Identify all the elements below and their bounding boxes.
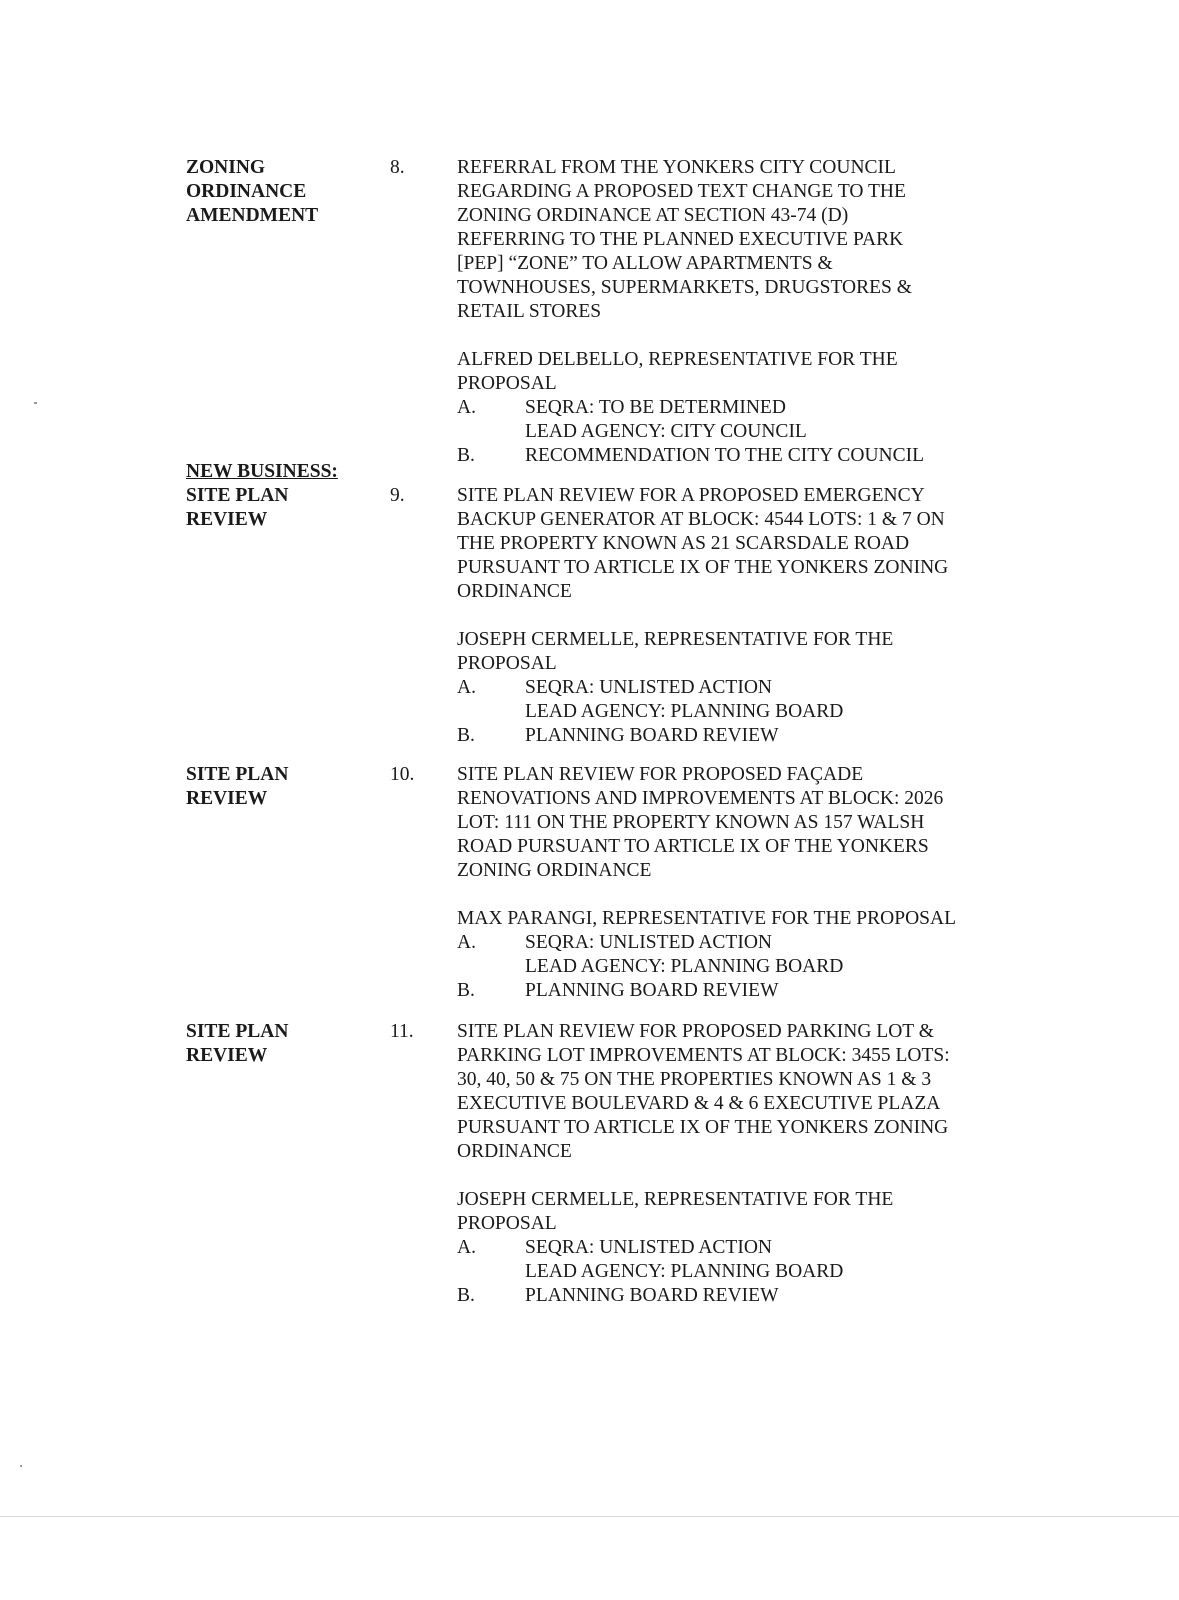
item-number: 11. xyxy=(390,1021,414,1042)
item-description xyxy=(457,1020,1017,1164)
sub-item-line: PLANNING BOARD REVIEW xyxy=(525,725,779,746)
scan-edge-line xyxy=(0,1516,1179,1517)
item-description xyxy=(457,763,1017,883)
description-line: SITE PLAN REVIEW FOR PROPOSED FAÇADE xyxy=(457,764,864,785)
representative-line: PROPOSAL xyxy=(457,653,557,674)
sub-item-line: LEAD AGENCY: PLANNING BOARD xyxy=(525,701,844,722)
sub-item-b xyxy=(457,444,1017,468)
item-label xyxy=(186,460,376,532)
description-line: ROAD PURSUANT TO ARTICLE IX OF THE YONKERS xyxy=(457,836,929,857)
representative-line: JOSEPH CERMELLE, REPRESENTATIVE FOR THE xyxy=(457,1189,894,1210)
sub-item-letter: A. xyxy=(457,397,476,418)
label-line: SITE PLAN xyxy=(186,485,289,506)
item-body xyxy=(457,484,1017,748)
sub-item-letter: B. xyxy=(457,725,475,746)
item-label xyxy=(186,156,376,228)
description-line: ORDINANCE xyxy=(457,1141,572,1162)
description-line: LOT: 111 ON THE PROPERTY KNOWN AS 157 WALSH xyxy=(457,812,925,833)
sub-item-b xyxy=(457,724,1017,748)
description-line: THE PROPERTY KNOWN AS 21 SCARSDALE ROAD xyxy=(457,533,910,554)
scan-speck xyxy=(34,402,37,404)
item-body xyxy=(457,1020,1017,1308)
description-line: PURSUANT TO ARTICLE IX OF THE YONKERS ZONING xyxy=(457,1117,949,1138)
sub-item-letter: A. xyxy=(457,1237,476,1258)
representative-line: PROPOSAL xyxy=(457,373,557,394)
representative-line: MAX PARANGI, REPRESENTATIVE FOR THE PROPOSAL xyxy=(457,908,957,929)
item-label xyxy=(186,763,376,811)
description-line: ZONING ORDINANCE AT SECTION 43-74 (D) xyxy=(457,205,849,226)
description-line: ZONING ORDINANCE xyxy=(457,860,652,881)
representative-line: PROPOSAL xyxy=(457,1213,557,1234)
label-line: AMENDMENT xyxy=(186,205,319,226)
section-heading: NEW BUSINESS: xyxy=(186,461,338,482)
label-line: REVIEW xyxy=(186,788,268,809)
sub-item-line: PLANNING BOARD REVIEW xyxy=(525,1285,779,1306)
description-line: SITE PLAN REVIEW FOR A PROPOSED EMERGENCY xyxy=(457,485,925,506)
sub-item-line: RECOMMENDATION TO THE CITY COUNCIL xyxy=(525,445,925,466)
sub-item-a xyxy=(457,931,1017,979)
sub-item-b xyxy=(457,979,1017,1003)
sub-item-line: SEQRA: UNLISTED ACTION xyxy=(525,932,772,953)
sub-item-letter: A. xyxy=(457,677,476,698)
sub-item-line: LEAD AGENCY: PLANNING BOARD xyxy=(525,1261,844,1282)
sub-item-letter: B. xyxy=(457,445,475,466)
item-label xyxy=(186,1020,376,1068)
representative-line: ALFRED DELBELLO, REPRESENTATIVE FOR THE xyxy=(457,349,898,370)
sub-item-b xyxy=(457,1284,1017,1308)
description-line: [PEP] “ZONE” TO ALLOW APARTMENTS & xyxy=(457,253,833,274)
description-line: REGARDING A PROPOSED TEXT CHANGE TO THE xyxy=(457,181,906,202)
item-representative xyxy=(457,1188,1017,1236)
scan-speck xyxy=(20,1465,22,1467)
sub-item-letter: B. xyxy=(457,980,475,1001)
description-line: TOWNHOUSES, SUPERMARKETS, DRUGSTORES & xyxy=(457,277,912,298)
item-description xyxy=(457,156,1017,324)
sub-item-line: LEAD AGENCY: CITY COUNCIL xyxy=(525,421,807,442)
sub-item-line: SEQRA: UNLISTED ACTION xyxy=(525,677,772,698)
description-line: PARKING LOT IMPROVEMENTS AT BLOCK: 3455 LOTS: xyxy=(457,1045,950,1066)
label-line: REVIEW xyxy=(186,509,268,530)
description-line: RENOVATIONS AND IMPROVEMENTS AT BLOCK: 2026 xyxy=(457,788,944,809)
description-line: RETAIL STORES xyxy=(457,301,602,322)
representative-line: JOSEPH CERMELLE, REPRESENTATIVE FOR THE xyxy=(457,629,894,650)
item-representative xyxy=(457,348,1017,396)
label-line: REVIEW xyxy=(186,1045,268,1066)
sub-item-line: SEQRA: TO BE DETERMINED xyxy=(525,397,786,418)
description-line: EXECUTIVE BOULEVARD & 4 & 6 EXECUTIVE PLAZA xyxy=(457,1093,941,1114)
sub-item-a xyxy=(457,1236,1017,1284)
description-line: SITE PLAN REVIEW FOR PROPOSED PARKING LOT & xyxy=(457,1021,934,1042)
sub-item-letter: B. xyxy=(457,1285,475,1306)
sub-item-line: SEQRA: UNLISTED ACTION xyxy=(525,1237,772,1258)
description-line: ORDINANCE xyxy=(457,581,572,602)
item-number: 10. xyxy=(390,764,415,785)
item-number: 9. xyxy=(390,485,405,506)
description-line: PURSUANT TO ARTICLE IX OF THE YONKERS ZONING xyxy=(457,557,949,578)
description-line: REFERRAL FROM THE YONKERS CITY COUNCIL xyxy=(457,157,896,178)
item-body xyxy=(457,156,1017,468)
item-description xyxy=(457,484,1017,604)
item-body xyxy=(457,763,1017,1003)
item-number: 8. xyxy=(390,157,405,178)
label-line: ZONING xyxy=(186,157,266,178)
description-line: 30, 40, 50 & 75 ON THE PROPERTIES KNOWN AS 1 & 3 xyxy=(457,1069,932,1090)
label-line: SITE PLAN xyxy=(186,764,289,785)
sub-item-a xyxy=(457,396,1017,444)
sub-item-line: PLANNING BOARD REVIEW xyxy=(525,980,779,1001)
item-representative xyxy=(457,907,1017,931)
sub-item-a xyxy=(457,676,1017,724)
sub-item-line: LEAD AGENCY: PLANNING BOARD xyxy=(525,956,844,977)
description-line: REFERRING TO THE PLANNED EXECUTIVE PARK xyxy=(457,229,904,250)
description-line: BACKUP GENERATOR AT BLOCK: 4544 LOTS: 1 & 7 ON xyxy=(457,509,945,530)
label-line: ORDINANCE xyxy=(186,181,307,202)
label-line: SITE PLAN xyxy=(186,1021,289,1042)
item-representative xyxy=(457,628,1017,676)
sub-item-letter: A. xyxy=(457,932,476,953)
